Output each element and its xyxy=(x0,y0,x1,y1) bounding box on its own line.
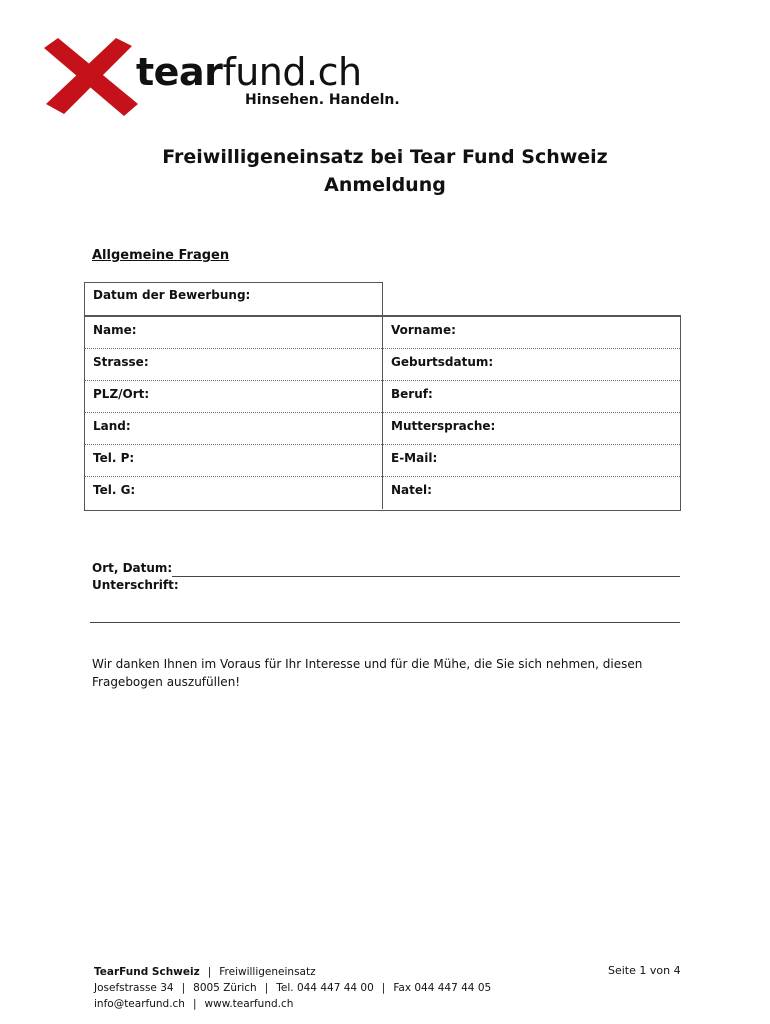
email-label: E-Mail: xyxy=(391,451,438,465)
footer-separator: | xyxy=(207,966,212,978)
form-row xyxy=(85,348,680,381)
x-mark-icon xyxy=(40,34,140,118)
signature-label: Unterschrift: xyxy=(92,578,179,592)
street-label: Strasse: xyxy=(93,355,149,369)
footer-org: TearFund Schweiz xyxy=(94,966,200,978)
footer-separator: | xyxy=(381,982,386,994)
name-label: Name: xyxy=(93,323,137,337)
street-field[interactable] xyxy=(85,349,383,381)
zip-city-field[interactable] xyxy=(85,381,383,413)
form-row xyxy=(85,444,680,477)
zip-city-label: PLZ/Ort: xyxy=(93,387,150,401)
first-name-field[interactable] xyxy=(383,317,680,349)
phone-private-label: Tel. P: xyxy=(93,451,135,465)
footer-city: 8005 Zürich xyxy=(193,982,257,994)
email-field[interactable] xyxy=(383,445,680,477)
signature-line[interactable] xyxy=(90,622,680,623)
footer-tel: Tel. 044 447 44 00 xyxy=(276,982,374,994)
logo-wordmark-rest: fund.ch xyxy=(222,50,362,94)
footer-line-1 xyxy=(94,964,491,980)
logo-wordmark xyxy=(136,50,362,94)
footer-dept: Freiwilligeneinsatz xyxy=(219,966,316,978)
phone-business-field[interactable] xyxy=(85,477,383,509)
application-date-label: Datum der Bewerbung: xyxy=(93,288,251,302)
mobile-field[interactable] xyxy=(383,477,680,509)
form-row xyxy=(85,380,680,413)
phone-business-label: Tel. G: xyxy=(93,483,136,497)
section-heading: Allgemeine Fragen xyxy=(92,248,230,263)
place-date-line[interactable] xyxy=(172,576,680,577)
birthdate-field[interactable] xyxy=(383,349,680,381)
footer xyxy=(94,964,491,1012)
application-date-field[interactable] xyxy=(84,282,383,315)
phone-private-field[interactable] xyxy=(85,445,383,477)
logo-wordmark-bold: tear xyxy=(136,50,223,94)
title-line-1: Freiwilligeneinsatz bei Tear Fund Schweiz xyxy=(162,146,608,168)
footer-line-2 xyxy=(94,980,491,996)
thank-you-line-1: Wir danken Ihnen im Voraus für Ihr Interesse und für die Mühe, die Sie sich nehmen, diesen xyxy=(92,657,643,671)
occupation-field[interactable] xyxy=(383,381,680,413)
form-row xyxy=(85,412,680,445)
country-label: Land: xyxy=(93,419,131,433)
native-language-field[interactable] xyxy=(383,413,680,445)
form-row xyxy=(85,316,680,349)
footer-web[interactable]: www.tearfund.ch xyxy=(204,998,294,1010)
thank-you-note xyxy=(92,655,682,691)
page-title xyxy=(0,143,770,199)
footer-line-3 xyxy=(94,996,491,1012)
place-date-label: Ort, Datum: xyxy=(92,561,173,575)
page-number: Seite 1 von 4 xyxy=(608,964,681,977)
form-grid xyxy=(84,315,681,511)
birthdate-label: Geburtsdatum: xyxy=(391,355,494,369)
footer-fax: Fax 044 447 44 05 xyxy=(393,982,492,994)
applicant-form-table xyxy=(84,282,681,511)
form-row xyxy=(85,476,680,509)
country-field[interactable] xyxy=(85,413,383,445)
title-line-2: Anmeldung xyxy=(324,174,446,196)
logo-tagline: Hinsehen. Handeln. xyxy=(245,92,400,108)
thank-you-line-2: Fragebogen auszufüllen! xyxy=(92,675,241,689)
footer-street: Josefstrasse 34 xyxy=(94,982,174,994)
footer-separator: | xyxy=(264,982,269,994)
occupation-label: Beruf: xyxy=(391,387,433,401)
first-name-label: Vorname: xyxy=(391,323,456,337)
footer-separator: | xyxy=(181,982,186,994)
mobile-label: Natel: xyxy=(391,483,432,497)
footer-email[interactable]: info@tearfund.ch xyxy=(94,998,185,1010)
footer-separator: | xyxy=(192,998,197,1010)
tearfund-logo xyxy=(40,34,400,124)
native-language-label: Muttersprache: xyxy=(391,419,496,433)
name-field[interactable] xyxy=(85,317,383,349)
